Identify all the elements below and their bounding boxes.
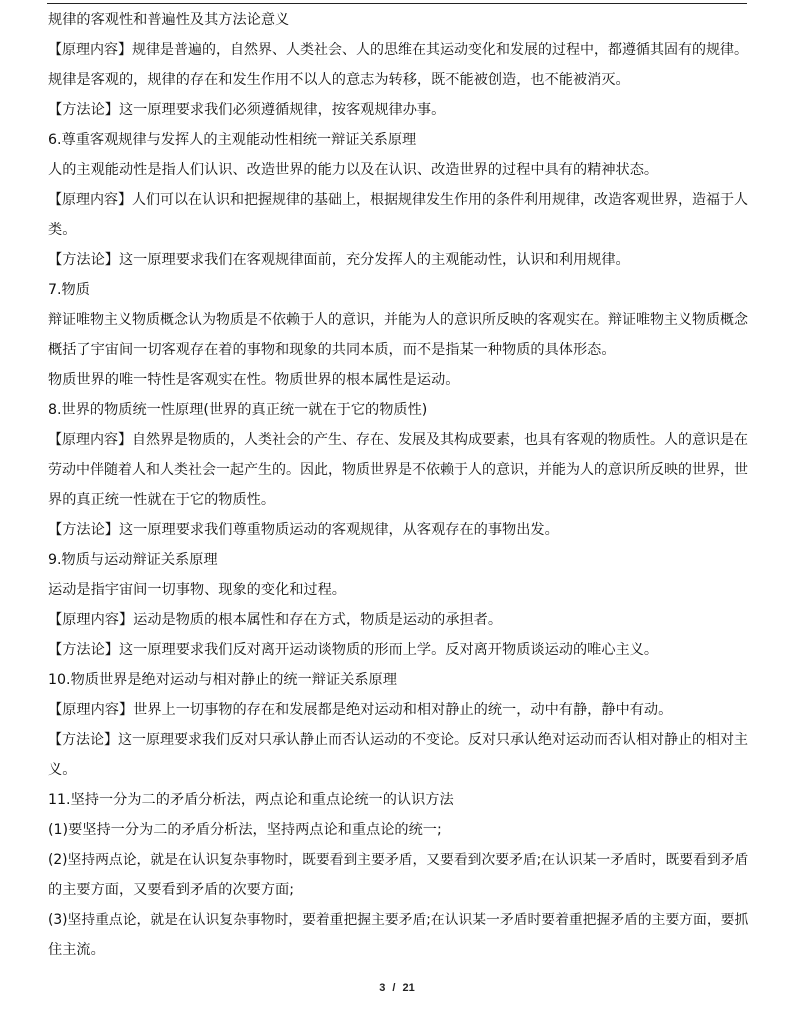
text-line: 【方法论】这一原理要求我们在客观规律面前，充分发挥人的主观能动性，认识和利用规律。	[48, 252, 630, 268]
text-line: 【原理内容】自然界是物质的，人类社会的产生、存在、发展及其构成要素，也具有客观的物质性。人的意识是在	[48, 432, 748, 448]
text-line: 9.物质与运动辩证关系原理	[48, 552, 218, 568]
text-line: 人的主观能动性是指人们认识、改造世界的能力以及在认识、改造世界的过程中具有的精神状态。	[48, 162, 659, 178]
text-line: (1)要坚持一分为二的矛盾分析法，坚持两点论和重点论的统一;	[48, 822, 442, 838]
text-line: 【方法论】这一原理要求我们反对离开运动谈物质的形而上学。反对离开物质谈运动的唯心主义。	[48, 642, 659, 658]
text-line: 的主要方面，又要看到矛盾的次要方面;	[48, 882, 294, 898]
text-line: 类。	[48, 222, 77, 238]
text-line: 【方法论】这一原理要求我们尊重物质运动的客观规律，从客观存在的事物出发。	[48, 522, 559, 538]
text-line: 7.物质	[48, 282, 90, 298]
text-line: 规律的客观性和普遍性及其方法论意义	[48, 12, 290, 28]
text-line: 【原理内容】人们可以在认识和把握规律的基础上，根据规律发生作用的条件利用规律，改造客观世界，造福于人	[48, 192, 748, 208]
text-line: 劳动中伴随着人和人类社会一起产生的。因此，物质世界是不依赖于人的意识，并能为人的意识所反映的世界，世	[48, 462, 748, 478]
text-line: 【方法论】这一原理要求我们必须遵循规律，按客观规律办事。	[48, 102, 446, 118]
text-line: 6.尊重客观规律与发挥人的主观能动性相统一辩证关系原理	[48, 132, 417, 148]
text-line: 辩证唯物主义物质概念认为物质是不依赖于人的意识，并能为人的意识所反映的客观实在。辩证唯物主义物质概念	[48, 312, 748, 328]
text-line: 【原理内容】规律是普遍的，自然界、人类社会、人的思维在其运动变化和发展的过程中，都遵循其固有的规律。	[48, 42, 748, 58]
header-rule	[47, 3, 747, 4]
text-line: 界的真正统一性就在于它的物质性。	[48, 492, 276, 508]
text-line: 8.世界的物质统一性原理(世界的真正统一就在于它的物质性)	[48, 402, 428, 418]
text-line: 住主流。	[48, 942, 105, 958]
text-line: (3)坚持重点论，就是在认识复杂事物时，要着重把握主要矛盾;在认识某一矛盾时要着重把握矛盾的主要方面，要抓	[48, 912, 748, 928]
text-line: 物质世界的唯一特性是客观实在性。物质世界的根本属性是运动。	[48, 372, 460, 388]
text-line: 【原理内容】世界上一切事物的存在和发展都是绝对运动和相对静止的统一，动中有静，静中有动。	[48, 702, 673, 718]
page-content	[48, 5, 748, 965]
text-line: 10.物质世界是绝对运动与相对静止的统一辩证关系原理	[48, 672, 397, 688]
text-line: (2)坚持两点论，就是在认识复杂事物时，既要看到主要矛盾，又要看到次要矛盾;在认识某一矛盾时，既要看到矛盾	[48, 852, 748, 868]
text-line: 11.坚持一分为二的矛盾分析法，两点论和重点论统一的认识方法	[48, 792, 454, 808]
text-line: 【方法论】这一原理要求我们反对只承认静止而否认运动的不变论。反对只承认绝对运动而否认相对静止的相对主	[48, 732, 748, 748]
page-number: 3 / 21	[379, 982, 415, 994]
text-line: 规律是客观的，规律的存在和发生作用不以人的意志为转移，既不能被创造，也不能被消灭。	[48, 72, 630, 88]
text-line: 运动是指宇宙间一切事物、现象的变化和过程。	[48, 582, 346, 598]
text-line: 义。	[48, 762, 77, 778]
text-line: 概括了宇宙间一切客观存在着的事物和现象的共同本质，而不是指某一种物质的具体形态。	[48, 342, 616, 358]
text-line: 【原理内容】运动是物质的根本属性和存在方式，物质是运动的承担者。	[48, 612, 503, 628]
